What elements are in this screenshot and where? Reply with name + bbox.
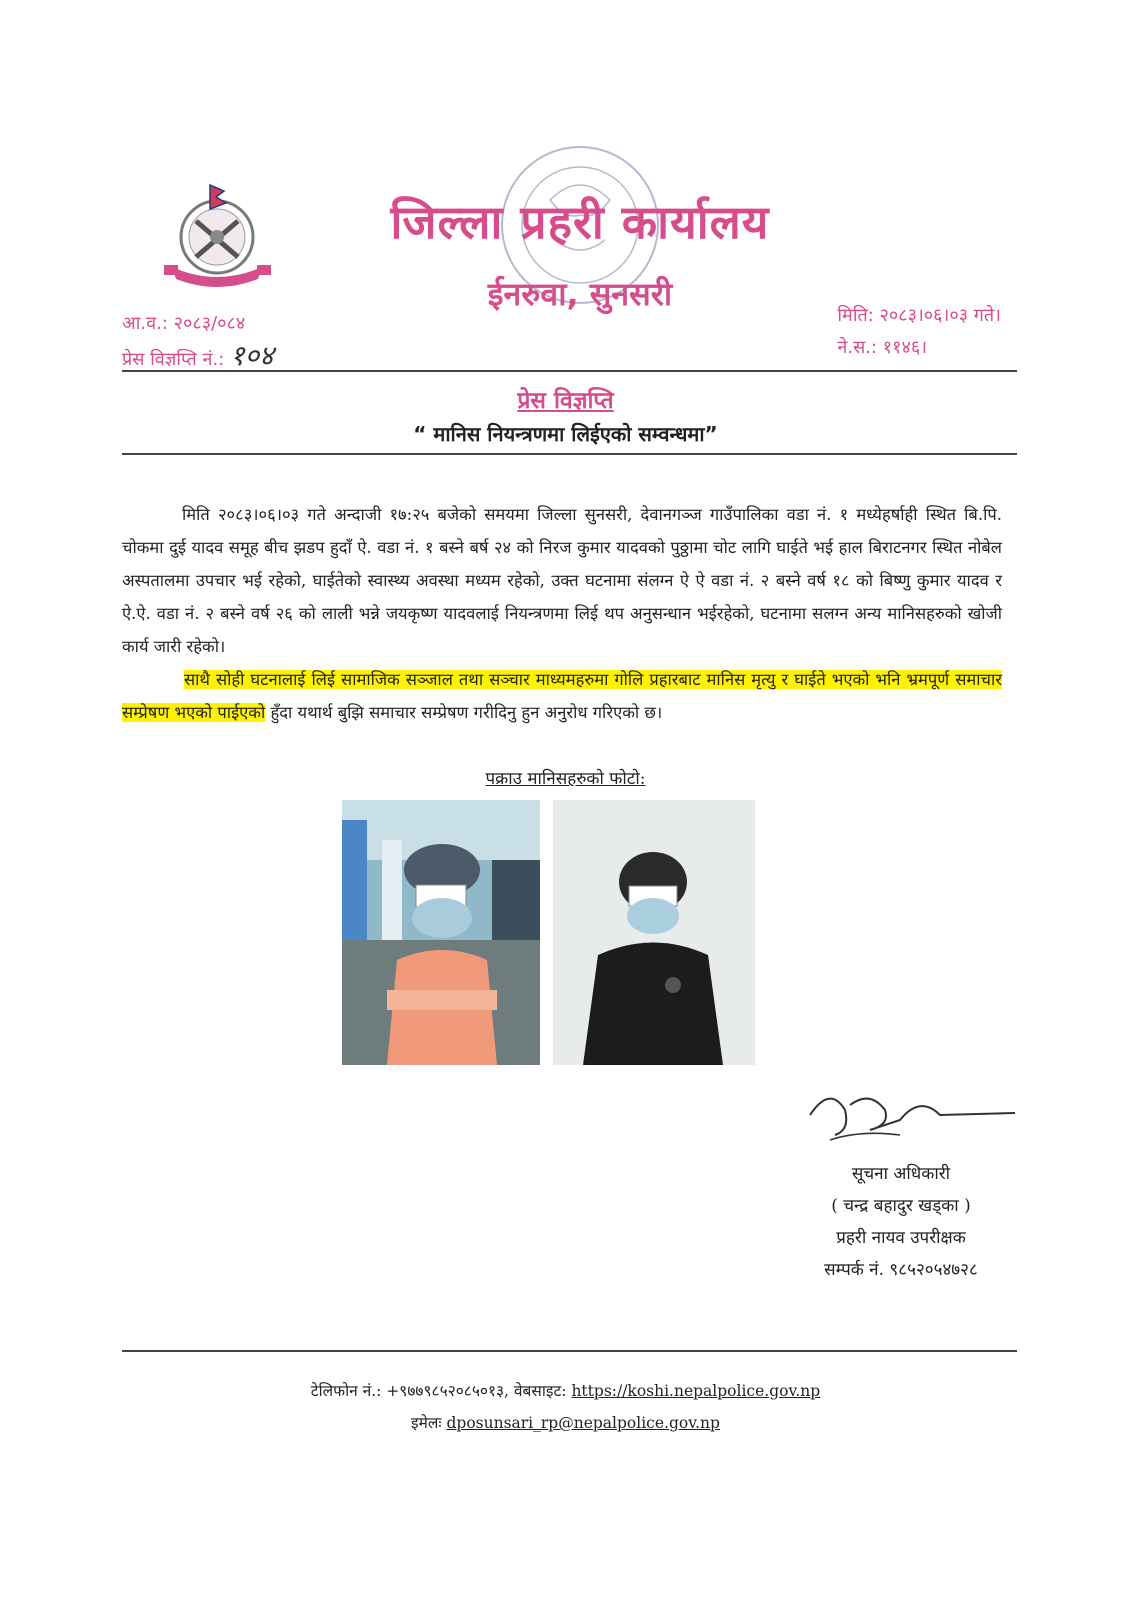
footer-contact-line xyxy=(0,1375,1131,1407)
footer-email-link[interactable]: dposunsari_rp@nepalpolice.gov.np xyxy=(446,1414,720,1432)
press-release-number-value: १०४ xyxy=(230,339,274,372)
handwritten-signature xyxy=(790,1075,1020,1165)
body-paragraph-2 xyxy=(122,663,1002,729)
press-release-number-label: प्रेस विज्ञप्ति नं.: xyxy=(122,349,225,370)
fiscal-year: आ.व.: २०८३/०८४ xyxy=(122,313,246,334)
photo-caption: पक्राउ मानिसहरुको फोटो: xyxy=(485,769,646,789)
footer-website-link[interactable]: https://koshi.nepalpolice.gov.np xyxy=(571,1382,821,1400)
highlighted-text: साथै सोही घटनालाई लिई सामाजिक सञ्जाल तथा सञ्चार माध्यमहरुमा गोलि प्रहारबाट मानिस मृत्यु र घाईते भएको भनि भ्रमपूर्ण समाचार सम्प्रेषण भएको पाईएको xyxy=(122,670,1002,722)
footer-email-label: इमेलः xyxy=(411,1414,447,1432)
footer-email-line xyxy=(0,1407,1131,1439)
reference-number: ने.स.: ११४६। xyxy=(837,337,928,358)
signatory-role: सूचना अधिकारी xyxy=(851,1164,951,1184)
footer-divider xyxy=(122,1350,1017,1352)
body-paragraph-1: मिति २०८३।०६।०३ गते अन्दाजी १७:२५ बजेको समयमा जिल्ला सुनसरी, देवानगञ्ज गाउँपालिका वडा नं. १ मध्येहर्षाही स्थित बि.पि. चोकमा दुई यादव समूह बीच झडप हुदाँ ऐ. वडा नं. १ बस्ने बर्ष २४ को निरज कुमार यादवको पुठ्ठामा चोट लागि घाईते भई हाल बिराटनगर स्थित नोबेल अस्पतालमा उपचार भई रहेको, घाईतेको स्वास्थ्य अवस्था मध्यम रहेको, उक्त घटनामा संलग्न ऐ ऐ वडा नं. २ बस्ने वर्ष १८ को बिष्णु कुमार यादव र ऐ.ऐ. वडा नं. २ बस्ने वर्ष २६ को लाली भन्ने जयकृष्ण यादवलाई नियन्त्रणमा लिई थप अनुसन्धान भईरहेको, घटनामा सलग्न अन्य मानिसहरुको खोजी कार्य जारी रहेको। xyxy=(122,505,1002,656)
signatory-contact: सम्पर्क नं. ९८५२०५४७२८ xyxy=(824,1260,978,1280)
release-date: मिति: २०८३।०६।०३ गते। xyxy=(837,305,1001,326)
office-location: ईनरुवा, सुनसरी xyxy=(487,275,673,313)
office-title: जिल्ला प्रहरी कार्यालय xyxy=(390,195,770,249)
header-divider xyxy=(122,370,1017,372)
signatory-name: ( चन्द्र बहादुर खड्का ) xyxy=(831,1196,971,1216)
signatory-rank: प्रहरी नायव उपरीक्षक xyxy=(836,1228,966,1248)
press-release-title: प्रेस विज्ञप्ति xyxy=(517,388,614,414)
signatory-block xyxy=(791,1158,1011,1286)
nepal-police-emblem-icon xyxy=(160,175,275,295)
press-release-subject: “ मानिस नियन्त्रणमा लिईएको सम्वन्धमा” xyxy=(413,422,718,446)
press-release-body xyxy=(122,498,1002,729)
arrested-person-photo-1 xyxy=(342,800,540,1065)
footer-phone: टेलिफोन नं.: +९७७९८५२०८५०१३, वेबसाइट: xyxy=(310,1382,572,1400)
header-meta-left xyxy=(122,308,274,376)
footer xyxy=(0,1375,1131,1439)
body-paragraph-2-rest: हुँदा यथार्थ बुझि समाचार सम्प्रेषण गरीदिनु हुन अनुरोध गरिएको छ। xyxy=(265,703,663,722)
header-meta-right xyxy=(837,300,1001,364)
arrested-person-photo-2 xyxy=(553,800,755,1065)
subject-divider xyxy=(122,453,1017,455)
